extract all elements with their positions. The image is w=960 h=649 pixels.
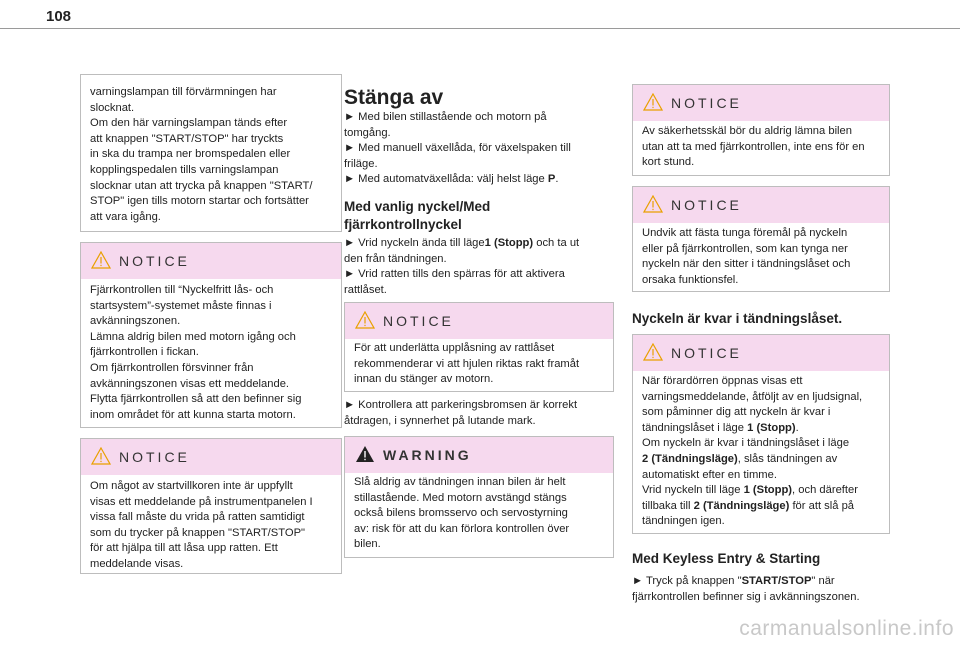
notice-text: När förardörren öppnas visas ett varningsmeddelande, åtföljt av en ljudsignal, som påminner dig att nyckeln är kvar i tändningslåset i läge 1 (Stopp). Om nyckeln är kvar i tändningslåset i läge 2 (Tändningsläge), slås tändningen av automatiskt efter en timme. Vrid nyckeln till läge 1 (Stopp), och därefter tillbaka till 2 (Tändningsläge) för att slå på tändningen igen. [642,375,863,528]
stop-bullets: ► Med bilen stillastående och motorn på tomgång. ► Med manuell växellåda, för växelspaken till friläge. ► Med automatväxellåda: välj helst läge P. [344,111,571,186]
warning-triangle-icon [355,445,375,463]
notice-box-startconditions [80,438,342,574]
notice-box-heavy-objects [632,186,890,292]
notice-triangle-icon [643,195,663,213]
warning-text: Slå aldrig av tändningen innan bilen är helt stillastående. Med motorn avstängd stängs också bilens bromsservo och servostyrning av: risk för att du kan förlora kontrollen över bilen. [354,476,570,551]
notice-header [81,439,341,475]
notice-triangle-icon [91,251,111,269]
warning-header [345,437,613,473]
notice-header [345,303,613,339]
heading-stanga-av: Stänga av [344,86,444,109]
notice-triangle-icon [91,447,111,465]
notice-text: Fjärrkontrollen till “Nyckelfritt lås- och startsystem”-systemet måste finnas i avkänningszonen. Lämna aldrig bilen med motorn igång och fjärrkontrollen i fickan. Om fjärrkontrollen försvinner från avkänningszonen visas ett meddelande. Flytta fjärrkontrollen så att den befinner sig inom området för att kunna starta motorn. [90,284,302,421]
notice-box-key-reminder [632,334,890,534]
notice-text: Om något av startvillkoren inte är uppfyllt visas ett meddelande på instrumentpanelen I vissa fall måste du vrida på ratten samtidigt som du trycker på knappen "START/STOP" för att hjälpa till att låsa upp ratten. Ett meddelande visas. [90,480,313,570]
notice-title: NOTICE [671,95,742,111]
notice-title: NOTICE [119,449,190,465]
notice-box-safety [632,84,890,176]
notice-header [633,335,889,371]
notice-header [633,187,889,223]
notice-text: Av säkerhetsskäl bör du aldrig lämna bilen utan att ta med fjärrkontrollen, inte ens för en kort stund. [642,125,865,169]
parking-brake-instruction: ► Kontrollera att parkeringsbromsen är korrekt åtdragen, i synnerhet på lutande mark. [344,399,578,427]
notice-box-keyless [80,242,342,428]
key-instructions: ► Vrid nyckeln ända till läge1 (Stopp) och ta ut den från tändningen. ► Vrid ratten tills den spärras för att aktivera rattlåset. [344,237,580,296]
notice-title: NOTICE [671,197,742,213]
page-number: 108 [46,8,72,25]
intro-text: varningslampan till förvärmningen har slocknat. Om den här varningslampan tänds efter att knappen "START/STOP" har tryckts in ska du trampa ner bromspedalen eller kopplingspedalen tills varningslampan slocknar utan att trycka på knappen "START/ STOP" igen tills motorn startar och fortsätter att vara igång. [90,86,313,223]
keyless-instruction: ► Tryck på knappen "START/STOP" när fjärrkontrollen befinner sig i avkänningszonen. [632,575,860,603]
intro-box [80,74,342,232]
notice-title: NOTICE [671,345,742,361]
notice-text: För att underlätta upplåsning av rattlåset rekommenderar vi att hjulen riktas rakt framåt innan du stänger av motorn. [354,342,580,386]
heading-vanlig-nyckel: Med vanlig nyckel/Med fjärrkontrollnyckel [344,199,491,232]
heading-keyless-entry: Med Keyless Entry & Starting [632,551,821,566]
notice-box-steering [344,302,614,392]
notice-header [633,85,889,121]
notice-title: NOTICE [119,253,190,269]
heading-key-left: Nyckeln är kvar i tändningslåset. [632,311,843,326]
notice-header [81,243,341,279]
watermark: carmanualsonline.info [739,617,954,640]
notice-title: NOTICE [383,313,454,329]
header-rule [0,28,960,29]
notice-triangle-icon [643,93,663,111]
notice-text: Undvik att fästa tunga föremål på nyckeln eller på fjärrkontrollen, som kan tynga ner nyckeln när den sitter i tändningslåset och orsaka funktionsfel. [642,227,851,286]
notice-triangle-icon [355,311,375,329]
warning-title: WARNING [383,447,472,463]
warning-box [344,436,614,558]
notice-triangle-icon [643,343,663,361]
